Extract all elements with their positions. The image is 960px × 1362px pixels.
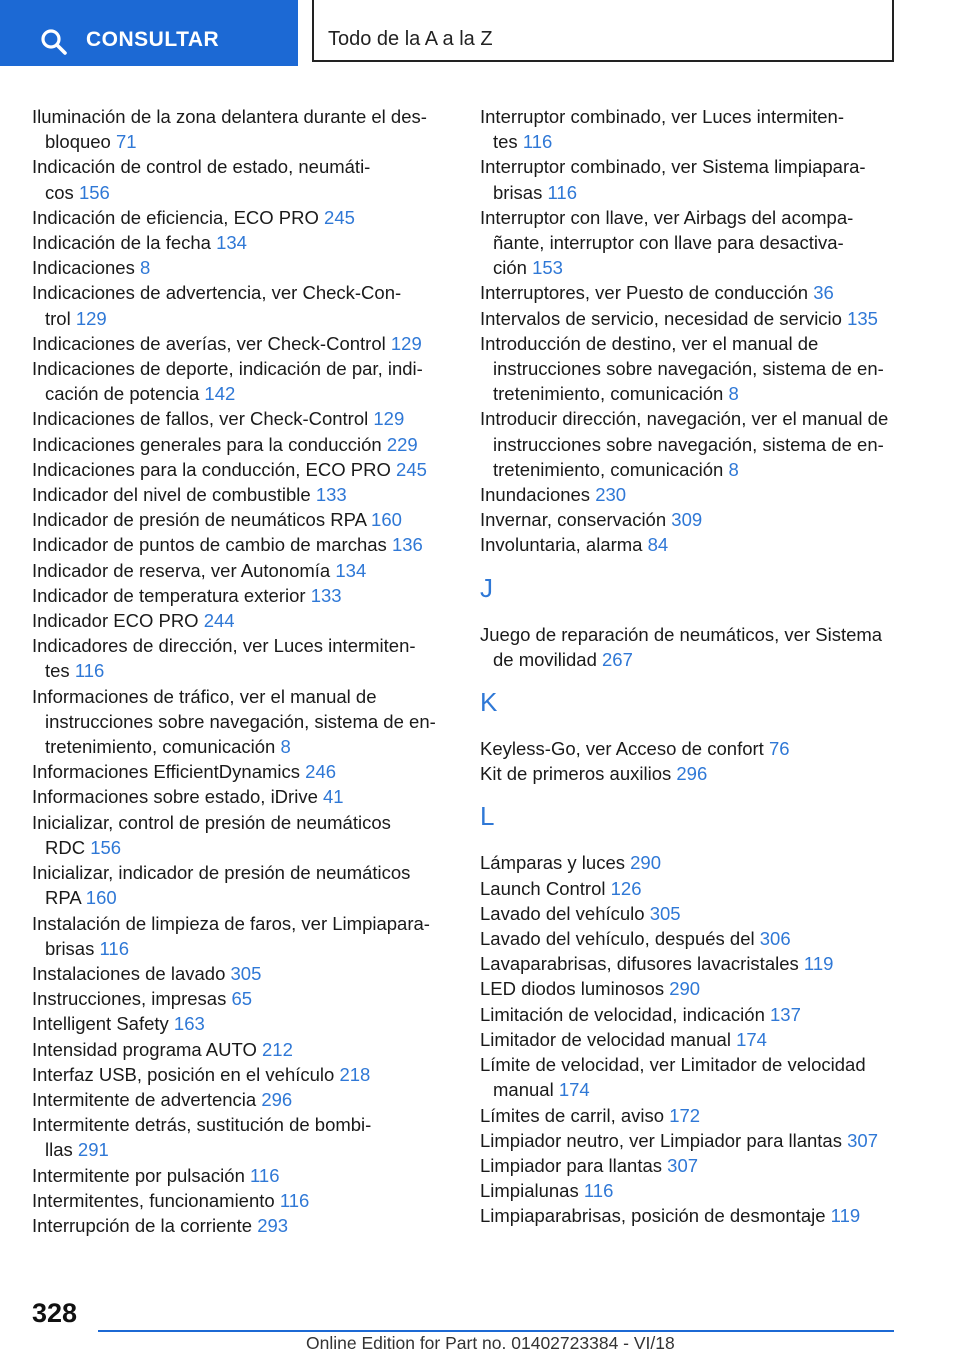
entry-text: Launch Control	[480, 877, 606, 899]
page-reference-link[interactable]: 71	[115, 131, 137, 153]
page-reference-link[interactable]: 36	[813, 282, 834, 304]
entry-text: Intermitente por pulsación	[32, 1164, 245, 1186]
index-entry	[32, 205, 444, 230]
index-entry	[480, 761, 900, 786]
entry-text: Iluminación de la zona delantera durante el des‐ bloqueo	[32, 106, 427, 153]
index-entry	[32, 154, 444, 204]
entry-text: Limitador de velocidad manual	[480, 1028, 731, 1050]
entry-text: Involuntaria, alarma	[480, 534, 643, 556]
entry-text: Indicador del nivel de combustible	[32, 484, 311, 506]
entry-text: Limpiador neutro, ver Limpiador para llantas	[480, 1129, 842, 1151]
page-reference-link[interactable]: 291	[77, 1139, 109, 1161]
entry-text: Limpiaparabrisas, posición de desmontaje	[480, 1205, 826, 1227]
page-reference-link[interactable]: 212	[262, 1038, 293, 1060]
entry-text: Indicaciones de averías, ver Check-Control	[32, 332, 386, 354]
index-entry	[480, 1002, 900, 1027]
entry-text: Indicador ECO PRO	[32, 610, 199, 632]
page-reference-link[interactable]: 116	[522, 131, 553, 153]
entry-text: Límites de carril, aviso	[480, 1104, 665, 1126]
index-entry	[32, 507, 444, 532]
index-entry	[32, 432, 444, 457]
index-entry	[480, 1103, 900, 1128]
entry-text: Instalaciones de lavado	[32, 962, 226, 984]
page-reference-link[interactable]: 116	[583, 1180, 614, 1202]
index-entry	[480, 850, 900, 875]
page-reference-link[interactable]: 133	[310, 584, 342, 606]
page-reference-link[interactable]: 307	[847, 1129, 878, 1151]
page-reference-link[interactable]: 290	[669, 978, 701, 1000]
index-entry	[32, 558, 444, 583]
entry-text: Lavado del vehículo	[480, 902, 645, 924]
entry-text: Intermitentes, funcionamiento	[32, 1189, 275, 1211]
entry-text: Indicador de temperatura exterior	[32, 584, 306, 606]
entry-text: Indicaciones para la conducción, ECO PRO	[32, 458, 391, 480]
page-reference-link[interactable]: 136	[391, 534, 423, 556]
index-entry	[32, 684, 444, 760]
page-reference-link[interactable]: 134	[216, 232, 247, 254]
index-entry	[480, 104, 900, 154]
index-entry	[32, 583, 444, 608]
page-reference-link[interactable]: 244	[203, 610, 235, 632]
page-reference-link[interactable]: 296	[676, 763, 708, 785]
index-entry	[32, 1188, 444, 1213]
entry-text: Intermitente de advertencia	[32, 1088, 257, 1110]
index-entry	[480, 306, 900, 331]
index-entry	[480, 1052, 900, 1102]
page-reference-link[interactable]: 126	[610, 877, 642, 899]
page-reference-link[interactable]: 305	[649, 902, 681, 924]
entry-text: Intermitente detrás, sustitución de bombi‐ llas	[32, 1114, 372, 1161]
entry-text: Indicador de puntos de cambio de marchas	[32, 534, 387, 556]
page-number: 328	[32, 1298, 78, 1328]
index-entry	[480, 507, 900, 532]
index-entry	[32, 860, 444, 910]
page-reference-link[interactable]: 290	[630, 852, 661, 874]
index-entry	[32, 810, 444, 860]
page-reference-link[interactable]: 116	[279, 1189, 310, 1211]
index-entry	[32, 961, 444, 986]
entry-text: Inicializar, control de presión de neumáticos RDC	[32, 811, 391, 858]
entry-text: Inicializar, indicador de presión de neumáticos RPA	[32, 862, 411, 909]
index-entry	[32, 1011, 444, 1036]
page-reference-link[interactable]: 296	[261, 1088, 293, 1110]
entry-text: Indicaciones de deporte, indicación de par, indi‐ cación de potencia	[32, 358, 423, 405]
page-reference-link[interactable]: 307	[667, 1154, 699, 1176]
index-entry	[32, 1163, 444, 1188]
entry-text: Interruptor combinado, ver Luces intermiten‐ tes	[480, 106, 845, 153]
entry-text: Inundaciones	[480, 484, 591, 506]
entry-text: Intervalos de servicio, necesidad de servicio	[480, 307, 842, 329]
index-entry	[480, 331, 900, 407]
page-reference-link[interactable]: 142	[204, 383, 236, 405]
index-entry	[32, 633, 444, 683]
page-reference-link[interactable]: 160	[371, 509, 402, 531]
page-reference-link[interactable]: 174	[736, 1028, 767, 1050]
index-entry	[32, 406, 444, 431]
section-title: Todo de la A a la Z	[328, 28, 493, 50]
entry-text: Indicaciones generales para la conducción	[32, 433, 382, 455]
page-reference-link[interactable]: 8	[139, 257, 151, 279]
index-column-right	[480, 104, 900, 1229]
page-reference-link[interactable]: 230	[595, 484, 627, 506]
entry-text: Límite de velocidad, ver Limitador de velocidad manual	[480, 1054, 866, 1101]
index-entry	[32, 911, 444, 961]
consult-label: CONSULTAR	[86, 28, 220, 51]
page-reference-link[interactable]: 116	[74, 660, 105, 682]
page-reference-link[interactable]: 246	[305, 761, 337, 783]
page-reference-link[interactable]: 65	[231, 988, 253, 1010]
index-entry	[480, 736, 900, 761]
index-entry	[32, 331, 444, 356]
entry-text: Intelligent Safety	[32, 1013, 169, 1035]
index-entry	[480, 1178, 900, 1203]
section-letter: L	[480, 801, 495, 832]
index-entry	[480, 951, 900, 976]
page-reference-link[interactable]: 133	[315, 484, 347, 506]
entry-text: Indicación de control de estado, neumáti‐ cos	[32, 156, 371, 203]
page-reference-link[interactable]: 119	[803, 953, 834, 975]
index-entry	[480, 406, 900, 482]
entry-text: LED diodos luminosos	[480, 978, 665, 1000]
page-reference-link[interactable]: 305	[230, 962, 262, 984]
index-entry	[32, 1213, 444, 1238]
page-reference-link[interactable]: 129	[373, 408, 405, 430]
page-reference-link[interactable]: 137	[770, 1003, 801, 1025]
page-reference-link[interactable]: 172	[669, 1104, 701, 1126]
page-reference-link[interactable]: 160	[85, 887, 117, 909]
entry-text: Instalación de limpieza de faros, ver Limpiapara‐ brisas	[32, 912, 430, 959]
page-reference-link[interactable]: 156	[78, 181, 110, 203]
page-reference-link[interactable]: 134	[335, 559, 367, 581]
entry-text: Informaciones sobre estado, iDrive	[32, 786, 318, 808]
page-reference-link[interactable]: 116	[250, 1164, 280, 1186]
index-entry	[32, 608, 444, 633]
index-entry	[32, 1087, 444, 1112]
page-reference-link[interactable]: 229	[386, 433, 418, 455]
entry-text: Indicaciones de fallos, ver Check-Control	[32, 408, 369, 430]
entry-text: Interruptor combinado, ver Sistema limpiapara‐ brisas	[480, 156, 866, 203]
index-entry	[32, 457, 444, 482]
entry-text: Informaciones de tráfico, ver el manual de instrucciones sobre navegación, sistema de en‐ tretenimiento, comunicación	[32, 685, 436, 758]
entry-text: Indicaciones	[32, 257, 135, 279]
index-entry	[32, 482, 444, 507]
entry-text: Keyless-Go, ver Acceso de confort	[480, 738, 764, 760]
entry-text: Lavado del vehículo, después del	[480, 928, 755, 950]
page-reference-link[interactable]: 135	[847, 307, 878, 329]
entry-text: Introducción de destino, ver el manual de instrucciones sobre navegación, sistema de en‐ tretenimiento, comunicación	[480, 332, 884, 405]
page-reference-link[interactable]: 129	[75, 307, 107, 329]
index-entry	[32, 356, 444, 406]
index-entry	[32, 784, 444, 809]
index-entry	[32, 280, 444, 330]
page-reference-link[interactable]: 129	[390, 332, 422, 354]
page-reference-link[interactable]: 116	[547, 181, 577, 203]
page-reference-link[interactable]: 76	[768, 738, 790, 760]
entry-text: Indicación de la fecha	[32, 232, 211, 254]
entry-text: Indicación de eficiencia, ECO PRO	[32, 206, 319, 228]
entry-text: Indicadores de dirección, ver Luces intermiten‐ tes	[32, 635, 416, 682]
section-letter: K	[480, 687, 498, 718]
page-reference-link[interactable]: 153	[532, 257, 563, 279]
index-entry	[32, 255, 444, 280]
footer-divider	[98, 1330, 894, 1332]
index-entry	[480, 622, 900, 672]
entry-text: Indicaciones de advertencia, ver Check-Con‐ trol	[32, 282, 402, 329]
index-entry	[32, 986, 444, 1011]
page-reference-link[interactable]: 163	[173, 1013, 205, 1035]
section-tab[interactable]	[312, 0, 894, 62]
page-reference-link[interactable]: 119	[830, 1205, 861, 1227]
index-entry	[32, 1037, 444, 1062]
entry-text: Interruptor con llave, ver Airbags del acompa‐ ñante, interruptor con llave para desactiva‐ ción	[480, 206, 854, 279]
page-reference-link[interactable]: 218	[339, 1063, 371, 1085]
entry-text: Lámparas y luces	[480, 852, 625, 874]
page-reference-link[interactable]: 245	[324, 206, 355, 228]
entry-text: Indicador de presión de neumáticos RPA	[32, 509, 366, 531]
index-entry	[32, 532, 444, 557]
entry-text: Invernar, conservación	[480, 509, 667, 531]
page-reference-link[interactable]: 174	[558, 1079, 590, 1101]
page-reference-link[interactable]: 309	[671, 509, 703, 531]
index-entry	[32, 104, 444, 154]
entry-text: Limitación de velocidad, indicación	[480, 1003, 765, 1025]
index-entry	[32, 759, 444, 784]
index-entry	[480, 280, 900, 305]
entry-text: Interruptores, ver Puesto de conducción	[480, 282, 809, 304]
entry-text: Introducir dirección, navegación, ver el manual de instrucciones sobre navegación, sistema de en‐ tretenimiento, comunicación	[480, 408, 889, 480]
page-reference-link[interactable]: 8	[728, 383, 739, 405]
page-reference-link[interactable]: 41	[323, 786, 344, 808]
entry-text: Juego de reparación de neumáticos, ver Sistema de movilidad	[480, 623, 883, 670]
page-reference-link[interactable]: 293	[257, 1214, 289, 1236]
entry-text: Interrupción de la corriente	[32, 1214, 253, 1236]
index-entry	[480, 205, 900, 281]
page-reference-link[interactable]: 245	[396, 458, 427, 480]
entry-text: Interfaz USB, posición en el vehículo	[32, 1063, 335, 1085]
page-reference-link[interactable]: 156	[90, 836, 122, 858]
page-reference-link[interactable]: 8	[728, 458, 739, 480]
index-entry	[480, 876, 900, 901]
index-column-left	[32, 104, 444, 1238]
search-icon	[40, 28, 68, 56]
index-entry	[480, 482, 900, 507]
edition-text: Online Edition for Part no. 01402723384 - VI/18	[306, 1333, 675, 1353]
page-reference-link[interactable]: 267	[602, 648, 633, 670]
top-bar	[0, 0, 960, 66]
page-reference-link[interactable]: 8	[280, 736, 291, 758]
page-reference-link[interactable]: 306	[759, 928, 791, 950]
entry-text: Lavaparabrisas, difusores lavacristales	[480, 953, 799, 975]
index-entry	[32, 1112, 444, 1162]
index-entry	[480, 532, 900, 557]
index-entry	[480, 1128, 900, 1153]
index-entry	[32, 1062, 444, 1087]
index-entry	[480, 1153, 900, 1178]
entry-text: Instrucciones, impresas	[32, 988, 227, 1010]
consult-tab[interactable]	[0, 0, 298, 66]
entry-text: Indicador de reserva, ver Autonomía	[32, 559, 331, 581]
page-reference-link[interactable]: 116	[99, 937, 129, 959]
index-entry	[32, 230, 444, 255]
entry-text: Intensidad programa AUTO	[32, 1038, 257, 1060]
index-entry	[480, 901, 900, 926]
entry-text: Limpiador para llantas	[480, 1154, 663, 1176]
entry-text: Informaciones EfficientDynamics	[32, 761, 301, 783]
index-entry	[480, 926, 900, 951]
page-reference-link[interactable]: 84	[647, 534, 669, 556]
section-letter: J	[480, 572, 493, 603]
index-entry	[480, 1027, 900, 1052]
entry-text: Kit de primeros auxilios	[480, 763, 672, 785]
index-entry	[480, 1203, 900, 1228]
index-entry	[480, 154, 900, 204]
index-entry	[480, 976, 900, 1001]
entry-text: Limpialunas	[480, 1180, 579, 1202]
